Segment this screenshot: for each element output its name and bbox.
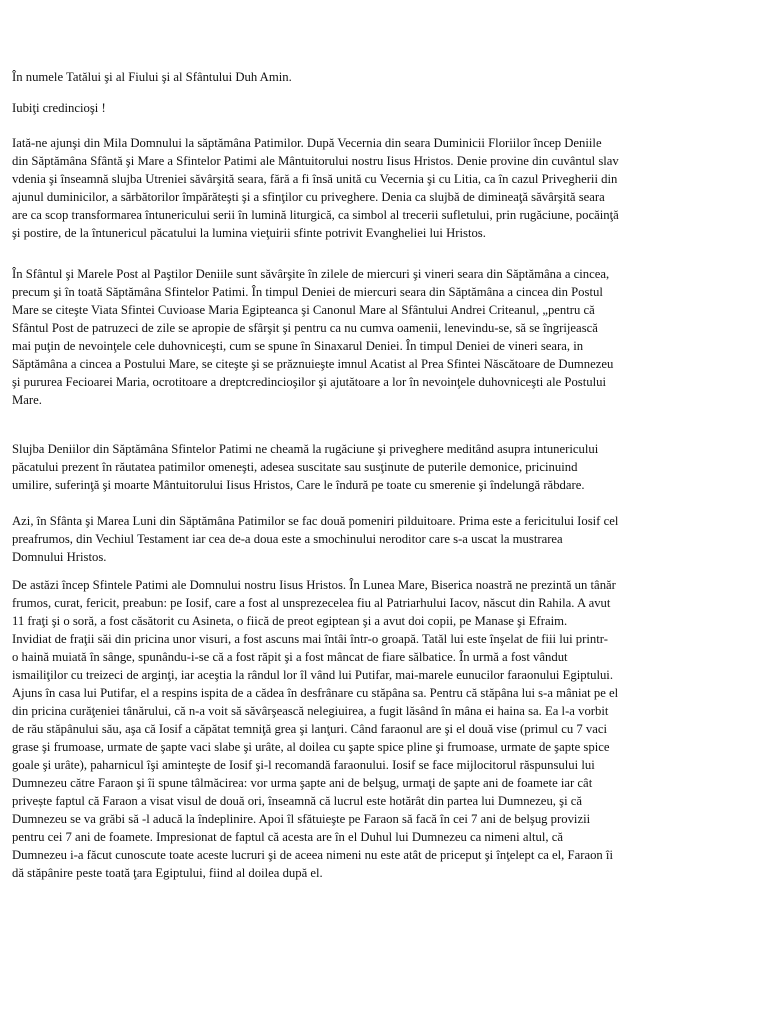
- paragraph-denii-meditation: Slujba Deniilor din Săptămâna Sfintelor Patimi ne cheamă la rugăciune şi priveghere meditând asupra intunericului păcatului prezent în răutatea patimilor omeneşti, adesea suscitate sau susţinute de puterile demonice, pricinuind umilire, suferinţă şi moarte Mântuitorului Iisus Hristos, Care le îndură pe toate cu smerenie şi îndelungă răbdare.: [12, 442, 599, 492]
- paragraph-invocation: În numele Tatălui şi al Fiului şi al Sfântului Duh Amin.: [12, 70, 292, 84]
- paragraph-great-lent-denii: În Sfântul şi Marele Post al Paştilor Deniile sunt săvârşite în zilele de miercuri şi vineri seara din Săptămâna a cincea, precum şi în toată Săptămâna Sfintelor Patimi. În timpul Deniei de miercuri seara din Săptămâna a cincea din Postul Mare se citeşte Viata Sfintei Cuvioase Maria Egipteanca şi Canonul Mare al Sfântului Andrei Criteanul, „pentru că Sfântul Post de patruzeci de zile se apropie de sfârşit şi pentru ca nu cumva oamenii, lenevindu-se, să se îngrijească mai puţin de nevoinţele cele duhovniceşti, cum se spune în Sinaxarul Deniei. În timpul Deniei de vineri seara, in Săptămâna a cincea a Postului Mare, se citeşte şi se prăznuieşte imnul Acatist al Prea Sfintei Născătoare de Dumnezeu şi pururea Fecioarei Maria, ocrotitoare a dreptcredincioşilor şi ajutătoare a lor în nevoinţele duhovniceşti ale Postului Mare.: [12, 267, 614, 407]
- paragraph-great-monday: Azi, în Sfânta şi Marea Luni din Săptămâna Patimilor se fac două pomeniri pilduitoare. Prima este a fericitului Iosif cel preafrumos, din Vechiul Testament iar cea de-a doua este a smochinului neroditor care s-a uscat la mustrarea Domnului Hristos.: [12, 514, 619, 564]
- paragraph-greeting: Iubiţi credincioşi !: [12, 101, 106, 115]
- paragraph-joseph-story: De astăzi încep Sfintele Patimi ale Domnului nostru Iisus Hristos. În Lunea Mare, Biserica noastră ne prezintă un tânăr frumos, curat, fericit, preabun: pe Iosif, care a fost al unsprezecelea fiu al Patriarhului Iacov, născut din Rahila. A avut 11 fraţi şi o soră, a fost căsătorit cu Asineta, o fiică de preot egiptean şi a avut doi copii, pe Manase şi Efraim. Invidiat de fraţii săi din pricina unor visuri, a fost ascuns mai întâi într-o groapă. Tatăl lui este înşelat de fiii lui printr- o haină muiată în sânge, spunându-i-se că a fost răpit şi a fost mâncat de fiare sălbatice. În urmă a fost vândut ismailiţilor cu treizeci de arginţi, iar aceştia la rândul lor îl vând lui Putifar, mai-marele eunucilor faraonului Egiptului. Ajuns în casa lui Putifar, el a respins ispita de a cădea în desfrânare cu stăpâna sa. Pentru că stăpâna lui s-a mâniat pe el din pricina curăţeniei tânărului, că n-a voit să săvârşească nelegiuirea, a fugit lăsând în mâna ei haina sa. Ea l-a vorbit de rău stăpânului său, aşa că Iosif a căpătat temniţă grea şi lanţuri. Când faraonul are şi el două vise (primul cu 7 vaci grase şi frumoase, urmate de şapte vaci slabe şi urâte, al doilea cu şapte spice pline şi frumoase, urmate de şapte spice goale şi urâte), paharnicul îşi aminteşte de Iosif şi-l recomandă faraonului. Iosif se face mijlocitorul răspunsului lui Dumnezeu către Faraon şi îi spune tâlmăcirea: vor urma şapte ani de belşug, urmaţi de şapte ani de foamete iar cât privește faptul că Faraon a visat visul de două ori, înseamnă că lucrul este hotărât din partea lui Dumnezeu, şi că Dumnezeu se va grăbi să -l aducă la îndeplinire. Apoi îl sfătuieşte pe Faraon să facă în cei 7 ani de belşug provizii pentru cei 7 ani de foamete. Impresionat de faptul că acesta are în el Duhul lui Dumnezeu ca nimeni altul, că Dumnezeu i-a făcut cunoscute toate aceste lucruri şi de aceea nimeni nu este atât de priceput şi înţelept ca el, Faraon îi dă stăpânire peste toată ţara Egiptului, fiind al doilea după el.: [12, 578, 619, 880]
- paragraph-holy-week-intro: Iată-ne ajunşi din Mila Domnului la săptămâna Patimilor. După Vecernia din seara Duminicii Floriilor încep Deniile din Săptămâna Sfântă şi Mare a Sfintelor Patimi ale Mântuitorului nostru Iisus Hristos. Denie provine din cuvântul slav vdenia şi înseamnă slujba Utreniei săvârşită seara, fără a fi însă unită cu Vecernia şi cu Litia, ca în cazul Privegherii din ajunul duminicilor, a sărbătorilor împărăteşti şi a sfinţilor cu priveghere. Denia ca slujbă de dimineaţă săvârşită seara are ca scop transformarea întunericului serii în lumină liturgică, ca simbol al trecerii sufletului, prin rugăciune, pocăinţă şi postire, de la întunericul păcatului la lumina vieţuirii sfinte potrivit Evangheliei lui Hristos.: [12, 136, 619, 240]
